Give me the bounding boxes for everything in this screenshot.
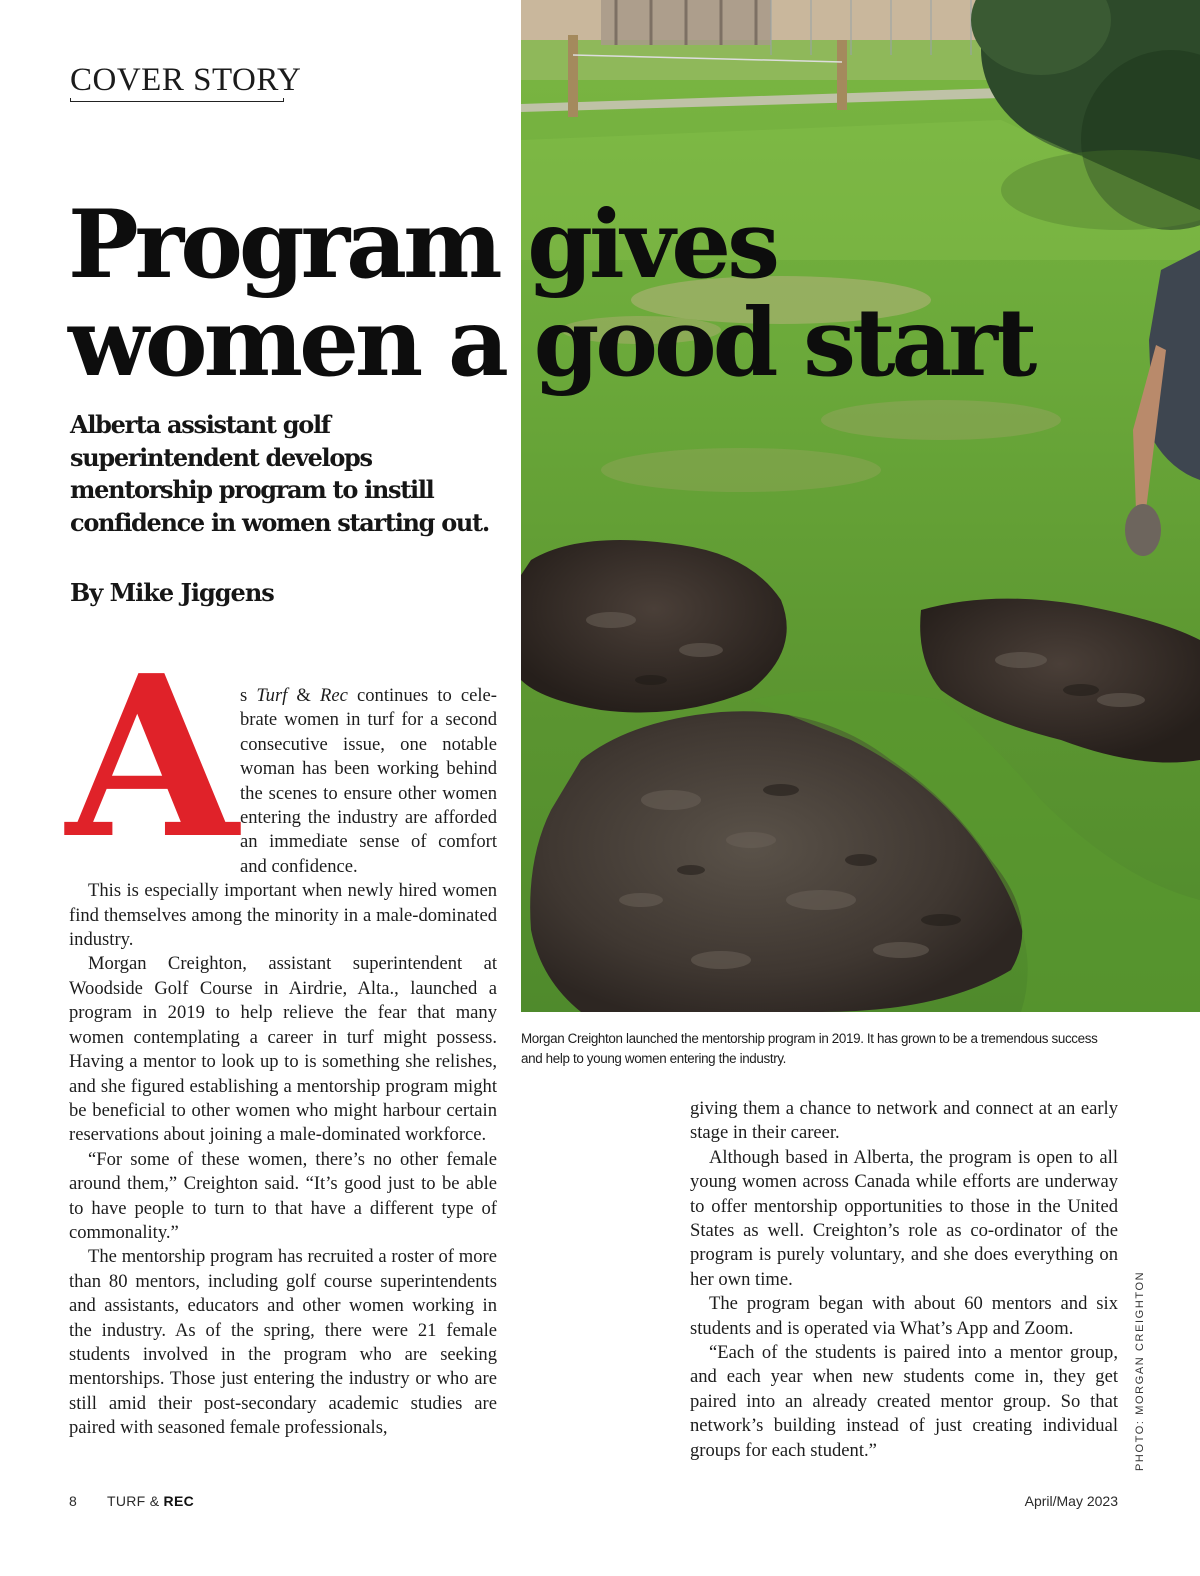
headline [68, 190, 1200, 398]
dropcap-letter: A [66, 628, 233, 888]
paragraph-7: Although based in Alberta, the program is open to all young women across Canada while efforts are underway to offer mentorship opportunities to those in the United States as well. Creighton’s role as co-ordinator of the program is purely voluntary, and she does everything on her own time. [690, 1146, 1118, 1290]
deck: Alberta assistant golf superintendent develops mentorship program to instill confidence in women starting out. [70, 410, 489, 537]
cover-photo [521, 0, 1200, 1012]
footer-magazine-name [107, 1493, 194, 1509]
paragraph-1-start: s [240, 685, 257, 706]
byline: By Mike Jiggens [70, 578, 274, 607]
paragraph-1-text: continues to celebrate women in turf for a second consecutive issue, one notable woman has been working behind the scenes to ensure other women entering the industry are afforded an immediate sense of comfort and confidence. [240, 685, 497, 877]
section-rule [70, 101, 284, 102]
paragraph-6: giving them a chance to network and connect at an early stage in their career. [690, 1098, 1118, 1144]
paragraph-4: “For some of these women, there’s no other female around them,” Creighton said. “It’s good just to be able to have people to turn to that have a different type of commonality.” [69, 1148, 497, 1243]
headline-line-2: women a good start [68, 288, 1034, 398]
footer-issue-date: April/May 2023 [1024, 1493, 1118, 1509]
paragraph-3: Morgan Creighton, assistant superintendent at Woodside Golf Course in Airdrie, Alta., launched a program in 2019 to help relieve the fear that many women contemplating a career in turf might possess. Having a mentor to look up to is something she relishes, and she figured establishing a mentorship program might be beneficial to other women who might harbour certain reservations about joining a male-dominated workforce. [69, 953, 497, 1146]
footer-magazine-rec: REC [163, 1493, 195, 1509]
page-number: 8 [69, 1493, 77, 1509]
photo-illustration [521, 0, 1200, 1012]
article-column-right [690, 1097, 1118, 1463]
magazine-name-rec: Rec [320, 685, 348, 706]
magazine-name-turf: Turf [256, 685, 288, 706]
paragraph-5: The mentorship program has recruited a roster of more than 80 mentors, including golf course superintendents and assistants, educators and other women working in the industry. As of the spring, there were 21 female students involved in the program who are seeking mentorships. Those just entering the industry or who are still amid their post-secondary academic studies are paired with seasoned female professionals, [69, 1246, 497, 1439]
headline-line-1: Program gives [68, 190, 777, 300]
paragraph-1 [66, 628, 497, 888]
photo-caption: Morgan Creighton launched the mentorship program in 2019. It has grown to be a tremendous success and help to young women entering the industry. [521, 1031, 1098, 1066]
article-column-left [66, 628, 497, 1441]
paragraph-8: The program began with about 60 mentors and six students and is operated via What’s App and Zoom. [690, 1293, 1118, 1339]
paragraph-9: “Each of the students is paired into a mentor group, and each year when new students come in, they get paired into an already created mentor group. So that network’s building instead of just creating individual groups for each student.” [690, 1342, 1118, 1461]
dropcap [66, 628, 240, 888]
footer-magazine-turf: TURF & [107, 1493, 164, 1509]
section-label: COVER STORY [70, 62, 302, 98]
magazine-name-amp: & [287, 685, 320, 706]
photo-credit: PHOTO: MORGAN CREIGHTON [1134, 1270, 1146, 1471]
paragraph-2: This is especially important when newly hired women find themselves among the minority in a male-dominated industry. [69, 880, 497, 951]
